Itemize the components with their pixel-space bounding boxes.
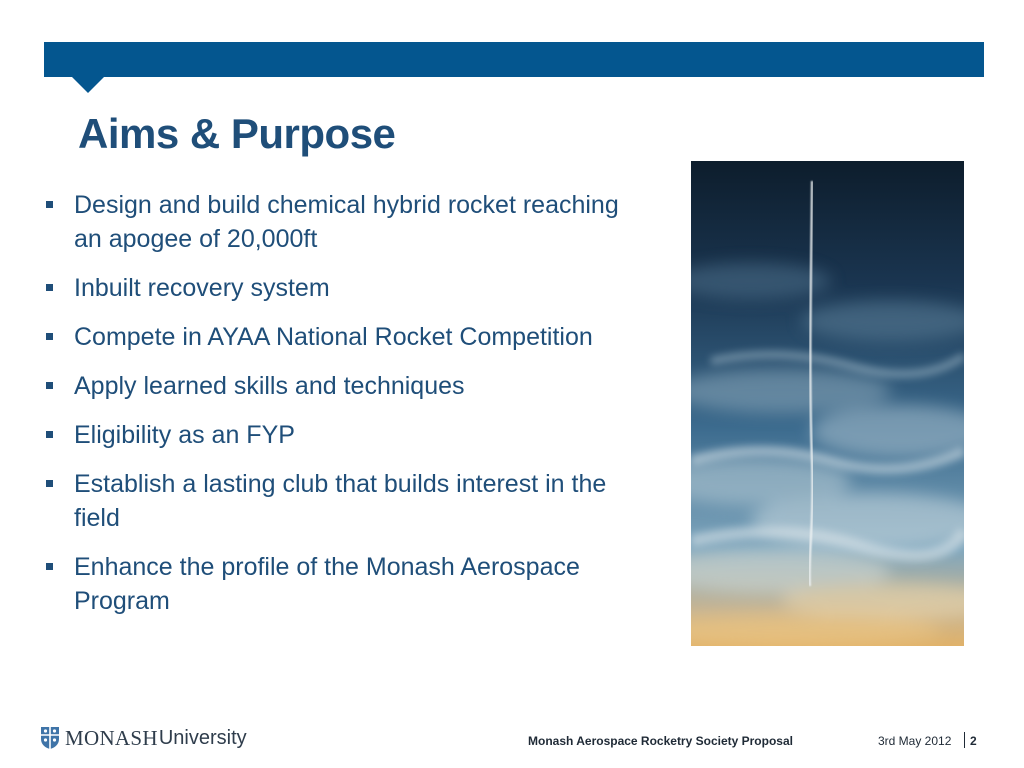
square-bullet-icon bbox=[46, 284, 53, 291]
square-bullet-icon bbox=[46, 480, 53, 487]
bullet-item bbox=[44, 271, 624, 305]
footer-divider bbox=[964, 732, 965, 748]
bullet-item bbox=[44, 550, 624, 618]
bullet-text: Eligibility as an FYP bbox=[74, 421, 295, 449]
bullet-item bbox=[44, 467, 624, 535]
square-bullet-icon bbox=[46, 382, 53, 389]
bullet-item bbox=[44, 188, 624, 256]
bullet-item bbox=[44, 369, 624, 403]
bullet-text: Enhance the profile of the Monash Aerospace Program bbox=[74, 553, 580, 615]
logo-university-text: University bbox=[158, 726, 247, 749]
square-bullet-icon bbox=[46, 563, 53, 570]
monash-university-logo bbox=[40, 725, 247, 751]
square-bullet-icon bbox=[46, 333, 53, 340]
square-bullet-icon bbox=[46, 431, 53, 438]
bullet-text: Design and build chemical hybrid rocket reaching an apogee of 20,000ft bbox=[74, 191, 619, 253]
header-bar bbox=[44, 42, 984, 77]
square-bullet-icon bbox=[46, 201, 53, 208]
monash-crest-icon bbox=[40, 726, 60, 750]
bullet-text: Establish a lasting club that builds interest in the field bbox=[74, 470, 607, 532]
footer-presentation-title: Monash Aerospace Rocketry Society Proposal bbox=[528, 734, 793, 748]
bullet-text: Apply learned skills and techniques bbox=[74, 372, 465, 400]
bullet-list bbox=[44, 188, 624, 633]
header-bar-notch bbox=[72, 77, 104, 93]
slide-title: Aims & Purpose bbox=[78, 110, 396, 157]
bullet-text: Compete in AYAA National Rocket Competition bbox=[74, 323, 593, 351]
footer-page-number: 2 bbox=[970, 734, 977, 748]
footer-date: 3rd May 2012 bbox=[878, 734, 952, 748]
bullet-item bbox=[44, 418, 624, 452]
sky-contrail-photo bbox=[691, 161, 964, 646]
logo-monash-text: MONASH bbox=[65, 725, 158, 750]
bullet-text: Inbuilt recovery system bbox=[74, 274, 330, 302]
bullet-item bbox=[44, 320, 624, 354]
